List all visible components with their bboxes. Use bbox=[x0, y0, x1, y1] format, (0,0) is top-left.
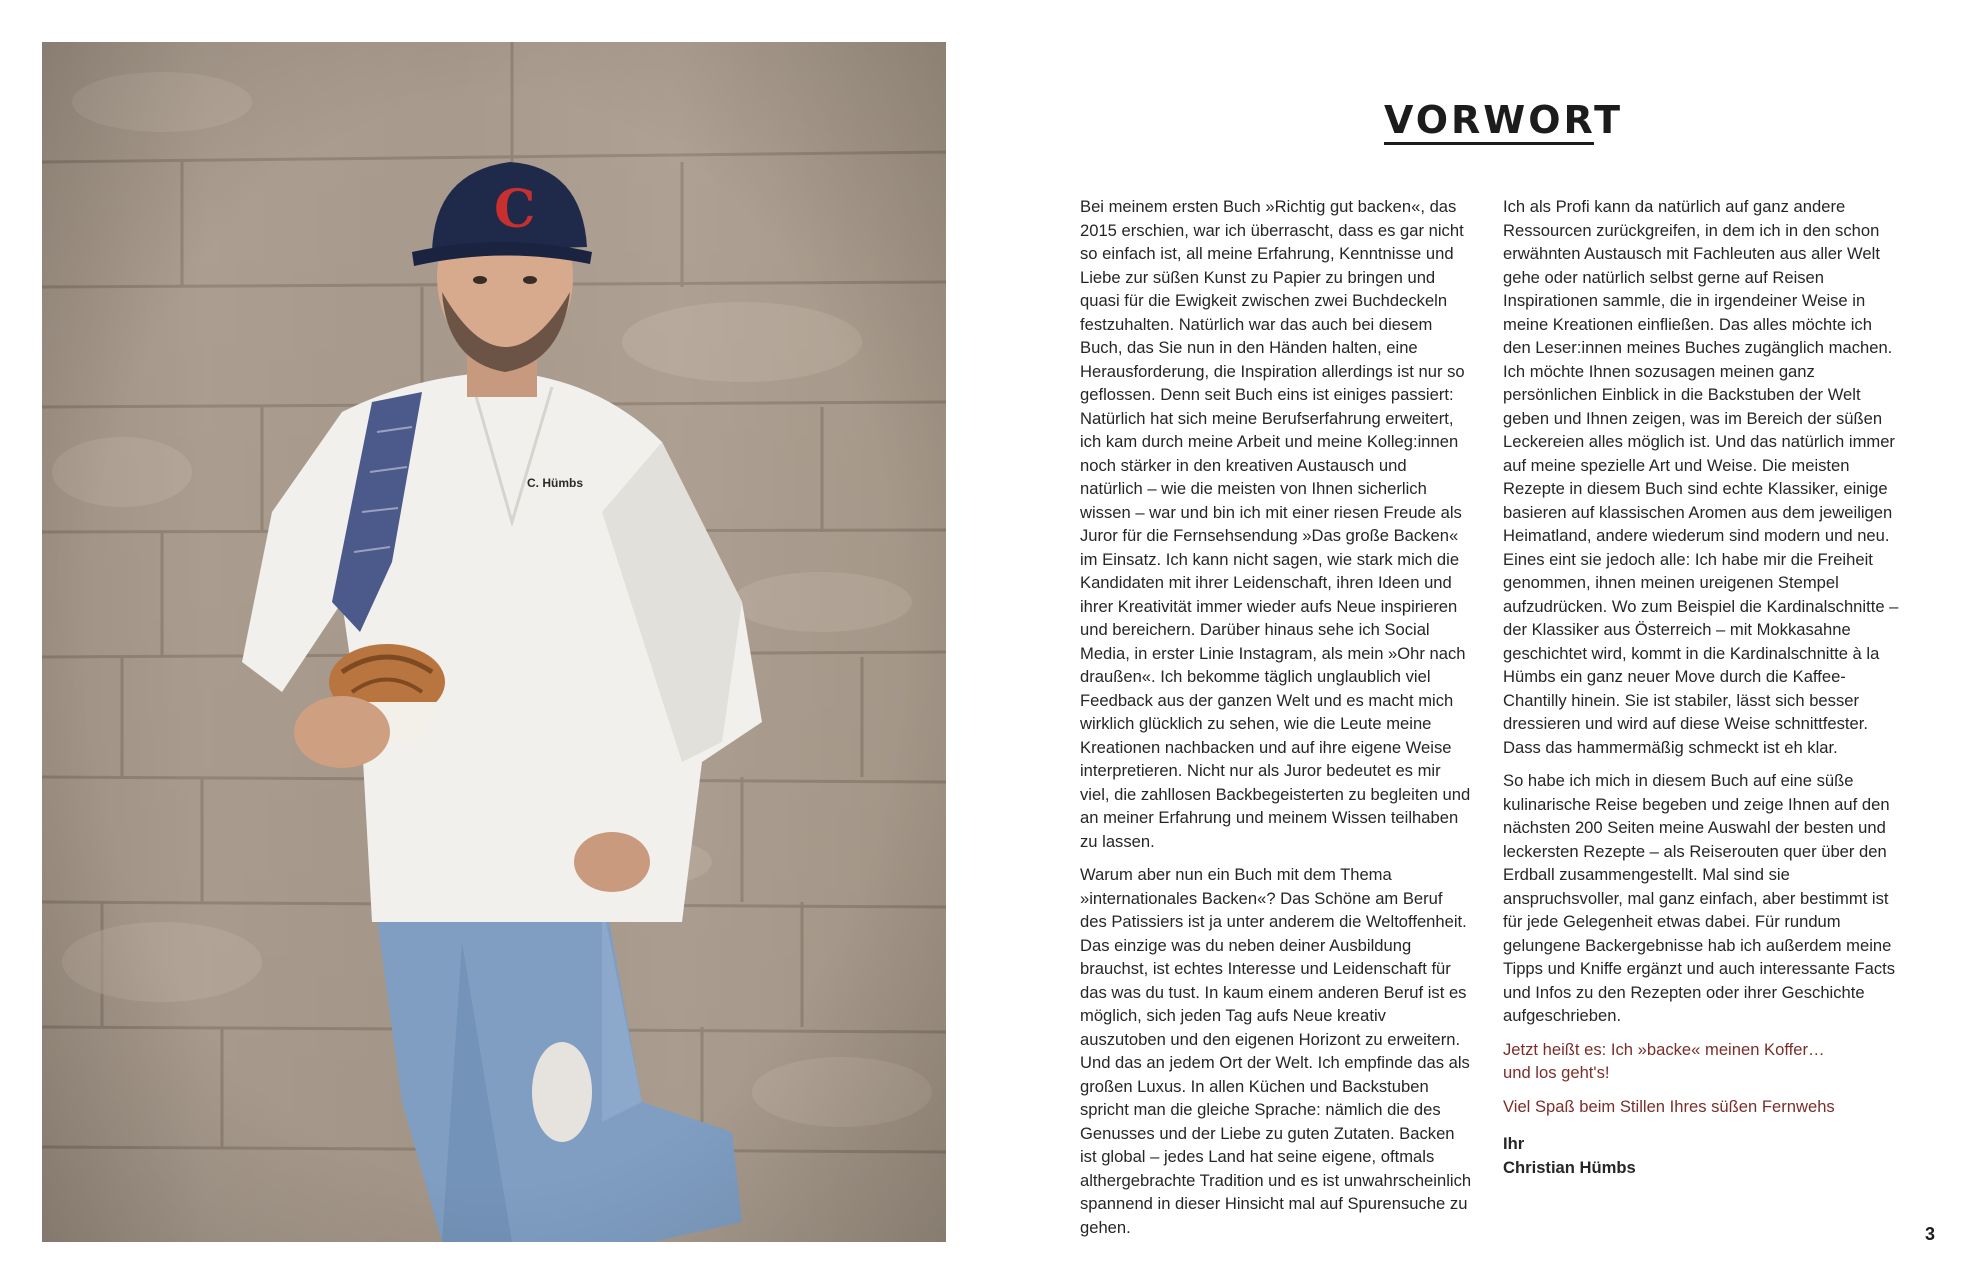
accent-note-line-2: und los geht's! bbox=[1503, 1063, 1610, 1082]
text-column-left bbox=[1080, 195, 1472, 1249]
paragraph: Ich als Profi kann da natürlich auf ganz andere Ressourcen zurückgreifen, in dem ich in den schon erwähnten Austausch mit Fachleuten aus aller Welt gehe oder natürlich selbst gerne auf Reisen Inspirationen sammle, die in irgendeiner Weise in meine Kreationen einfließen. Das alles möchte ich den Leser:innen meines Buches zugänglich machen. Ich möchte Ihnen sozusagen meinen ganz persönlichen Einblick in die Backstuben der Welt geben und Ihnen zeigen, was im Bereich der süßen Leckereien alles möglich ist. Und das natürlich immer auf meine spezielle Art und Weise. Die meisten Rezepte in diesem Buch sind echte Klassiker, einige basieren auf klassischen Aromen aus dem jeweiligen Heimatland, andere wiederum sind modern und neu. Eines eint sie jedoch alle: Ich habe mir die Freiheit genommen, ihnen meinen ureigenen Stempel aufzudrücken. Wo zum Beispiel die Kardinalschnitte – der Klassiker aus Österreich – mit Mokkasahne geschichtet wird, kommt in die Kardinalschnitte à la Hümbs ein ganz neuer Move durch die Kaffee-Chantilly hinein. Sie ist stabiler, lässt sich besser dressieren und wird auf diese Weise schnittfester. Dass das hammermäßig schmeckt ist eh klar. bbox=[1503, 197, 1899, 757]
paragraph: Warum aber nun ein Buch mit dem Thema »internationales Backen«? Das Schöne am Beruf des Patissiers ist ja unter anderem die Weltoffenheit. Das einzige was du neben deiner Ausbildung brauchst, ist echtes Interesse und Leidenschaft für das was du tust. In kaum einem anderen Beruf ist es möglich, sich jeden Tag aufs Neue kreativ auszutoben und den eigenen Horizont zu erweitern. Und das an jedem Ort der Welt. Ich empfinde das als großen Luxus. In allen Küchen und Backstuben spricht man die gleiche Sprache: nämlich die des Genusses und der Liebe zu guten Zutaten. Backen ist global – jedes Land hat seine eigene, oftmals althergebrachte Tradition und es ist unwahrscheinlich spannend in dieser Hinsicht mal auf Spurensuche zu gehen. bbox=[1080, 865, 1472, 1237]
accent-note bbox=[1503, 1038, 1903, 1085]
page-number: 3 bbox=[1924, 1224, 1935, 1244]
page-title: VORWORT bbox=[1384, 98, 1594, 145]
signature bbox=[1503, 1132, 1903, 1179]
paragraph: Bei meinem ersten Buch »Richtig gut backen«, das 2015 erschien, war ich überrascht, dass es gar nicht so einfach ist, all meine Erfahrung, Kenntnisse und Liebe zur süßen Kunst zu Papier zu bringen und quasi für die Ewigkeit zwischen zwei Buchdeckeln festzuhalten. Natürlich war das auch bei diesem Buch, das Sie nun in den Händen halten, eine Herausforderung, die Inspiration allerdings ist nur so geflossen. Denn seit Buch eins ist einiges passiert: Natürlich hat sich meine Berufserfahrung erweitert, ich kam durch meine Arbeit und meine Kolleg:innen noch stärker in den kreativen Austausch und natürlich – wie die meisten von Ihnen sicherlich wissen – war und bin ich mit einer riesen Freude als Juror für die Fernsehsendung »Das große Backen« im Einsatz. Ich kann nicht sagen, wie stark mich die Kandidaten mit ihrer Leidenschaft, ihren Ideen und ihrer Kreativität immer wieder aufs Neue inspirieren und bereichern. Darüber hinaus sehe ich Social Media, in erster Linie Instagram, als mein »Ohr nach draußen«. Ich bekomme täglich unglaublich viel Feedback aus der ganzen Welt und es macht mich wirklich glücklich zu sehen, wie die Leute meine Kreationen nachbacken und auf ihre eigene Weise interpretieren. Nicht nur als Juror bedeutet es mir viel, die zahllosen Backbegeisterten zu begleiten und an meiner Erfahrung und meinem Wissen teilhaben zu lassen. bbox=[1080, 197, 1471, 851]
signature-name: Christian Hümbs bbox=[1503, 1157, 1636, 1177]
signature-greeting: Ihr bbox=[1503, 1134, 1525, 1153]
text-column-right bbox=[1503, 195, 1903, 1189]
accent-note-line-1: Jetzt heißt es: Ich »backe« meinen Koffer… bbox=[1503, 1039, 1825, 1059]
portrait-illustration bbox=[42, 42, 946, 1242]
accent-wish: Viel Spaß beim Stillen Ihres süßen Fernwehs bbox=[1503, 1096, 1835, 1116]
portrait-photo bbox=[42, 42, 946, 1242]
paragraph: So habe ich mich in diesem Buch auf eine süße kulinarische Reise begeben und zeige Ihnen auf den nächsten 200 Seiten meine Auswahl der besten und leckersten Rezepte – als Reiserouten quer über den Erdball zusammengestellt. Mal sind sie anspruchsvoller, mal ganz einfach, aber bestimmt ist für jede Gelegenheit etwas dabei. Für rundum gelungene Backergebnisse hab ich außerdem meine Tipps und Kniffe ergänzt und auch interessante Facts und Infos zu den Rezepten oder ihrer Geschichte aufgeschrieben. bbox=[1503, 771, 1896, 1025]
